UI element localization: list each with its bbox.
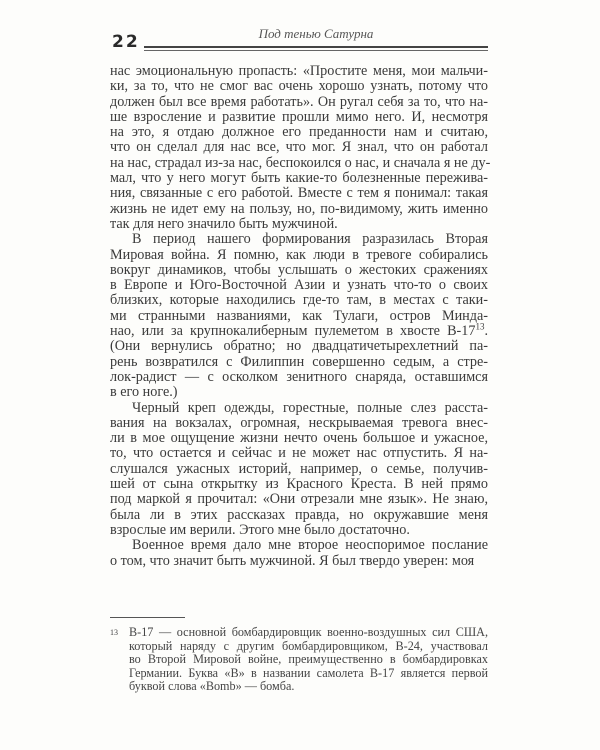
line-text: ше взросление и развитие прошли мимо него. И, несмотря (110, 108, 488, 125)
line-text: о том, что значит быть мужчиной. Я был твердо уверен: моя (110, 552, 475, 569)
paragraph (110, 401, 488, 539)
footnote-reference[interactable]: 13 (475, 321, 485, 332)
line-text: Мировая война. Я помню, как люди в тревоге собирались (110, 246, 488, 263)
text-line (110, 154, 491, 171)
line-text: вокруг динамиков, чтобы услышать о жестоких сражениях (110, 261, 488, 278)
running-title: Под тенью Сатурна (258, 26, 374, 41)
line-text: мал, что у него могут быть какие-то болезненные пережива- (110, 170, 488, 187)
text-line (110, 309, 488, 324)
line-text: ли в мое ощущение жизни нечто очень большое и ужасное, (110, 430, 488, 447)
line-text: рень возвратился с Филиппин совершенно седым, а стре- (110, 353, 488, 370)
line-text: взрослые им верили. Этого мне было достаточно. (110, 521, 410, 538)
line-text: на это, я отдаю должное его преданности нам и считаю, (110, 124, 488, 141)
text-line (110, 554, 488, 569)
footnote-line: В-17 — основной бомбардировщик военно-воздушных сил США, (129, 625, 488, 639)
line-text: вания на вокзалах, огромная, нескрываемая тревога внес- (110, 414, 488, 431)
footnote-number: 13 (110, 628, 118, 637)
text-line (110, 321, 488, 340)
text-line (110, 446, 488, 461)
line-text: под маркой я прочитал: «Они отрезали мне язык». Не знаю, (110, 491, 488, 508)
line-text: то, что остается и сейчас и не может нас отпустить. Я на- (110, 445, 488, 462)
footnote-line: во Второй Мировой войне, преимущественно в бомбардировках (129, 652, 488, 666)
punctuation: . (484, 323, 488, 340)
text-line (110, 202, 488, 217)
footnote-separator (110, 617, 185, 618)
text-line (110, 355, 488, 370)
text-line (110, 385, 488, 400)
header-rule (144, 46, 488, 51)
body-text (110, 63, 491, 569)
line-text: лок-радист — с осколком зенитного снаряда, оставшимся (110, 368, 488, 385)
text-line (110, 217, 488, 232)
text-line (110, 538, 488, 553)
line-text: так для него значило быть мужчиной. (110, 215, 338, 232)
text-line (110, 263, 488, 278)
text-line (110, 125, 488, 140)
paragraph (110, 232, 488, 400)
text-line (110, 370, 488, 385)
line-text: (Они вернулись обратно; но двадцатичетырехлетний па- (110, 338, 488, 355)
text-line (110, 401, 488, 416)
text-line (110, 508, 488, 523)
line-text: слушался ужасных историй, например, о семье, получив- (110, 460, 488, 477)
line-text: В период нашего формирования разразилась Вторая (132, 231, 488, 248)
footnote (110, 626, 488, 694)
paragraph (110, 63, 491, 232)
text-line (110, 186, 488, 201)
text-line (110, 171, 488, 186)
paragraph (110, 538, 488, 569)
text-line (110, 477, 488, 492)
line-text: что он сделал для нас все, что мог. Я знал, что он работал (110, 139, 488, 156)
text-line (110, 140, 488, 155)
text-line (110, 339, 488, 354)
page-number: 22 (112, 32, 140, 52)
text-line (110, 248, 488, 263)
line-text: должен был все время работать». Он ругал себя за то, что на- (110, 93, 488, 110)
text-line (110, 232, 488, 247)
text-line (110, 278, 488, 293)
line-text: Военное время дало мне второе неоспоримое послание (132, 537, 488, 554)
line-text: в Европе и Юго-Восточной Азии и узнать что-то о своих (110, 277, 488, 294)
text-line (110, 416, 488, 431)
line-text: близких, которые находились где-то там, в местах с таки- (110, 292, 488, 309)
line-text: шей от сына открытку из Красного Креста. В ней прямо (110, 476, 488, 493)
text-line (110, 95, 488, 110)
line-text: в его ноге.) (110, 384, 178, 401)
line-text: Черный креп одежды, горестные, полные слез расста- (132, 399, 488, 416)
text-line (110, 293, 488, 308)
text-line (110, 79, 488, 94)
line-text: нас эмоциональную пропасть: «Простите меня, мои мальчи- (110, 63, 488, 79)
text-line (110, 110, 488, 125)
line-text: ния, связанные с его работой. Вместе с тем я понимал: такая (110, 185, 488, 202)
line-text: ми странными названиями, как Тулаги, остров Минда- (110, 307, 488, 324)
text-line (110, 462, 488, 477)
line-text: нао, или за крупнокалиберным пулеметом в хвосте В-17 (110, 323, 476, 340)
text-line (110, 492, 488, 507)
running-header (112, 26, 488, 56)
text-line (110, 64, 488, 79)
line-text: была ли в этих рассказах правда, но окружавшие меня (110, 506, 488, 523)
footnote-line: который наряду с другим бомбардировщиком, В-24, участвовал (129, 638, 488, 653)
footnote-line: буквой слова «Bomb» — бомба. (129, 679, 295, 693)
line-text: жизнь не идет ему на пользу, но, по-видимому, жить именно (110, 200, 488, 217)
text-line (110, 523, 488, 538)
text-line (110, 431, 488, 446)
footnote-body (129, 626, 488, 694)
footnote-line: Германии. Буква «В» в названии самолета В-17 является первой (129, 665, 488, 680)
line-text: на нас, страдал из-за нас, беспокоился о нас, и сначала я не ду- (110, 154, 491, 171)
line-text: ки, за то, что не смог вас очень хорошо узнать, потому что (110, 78, 488, 95)
